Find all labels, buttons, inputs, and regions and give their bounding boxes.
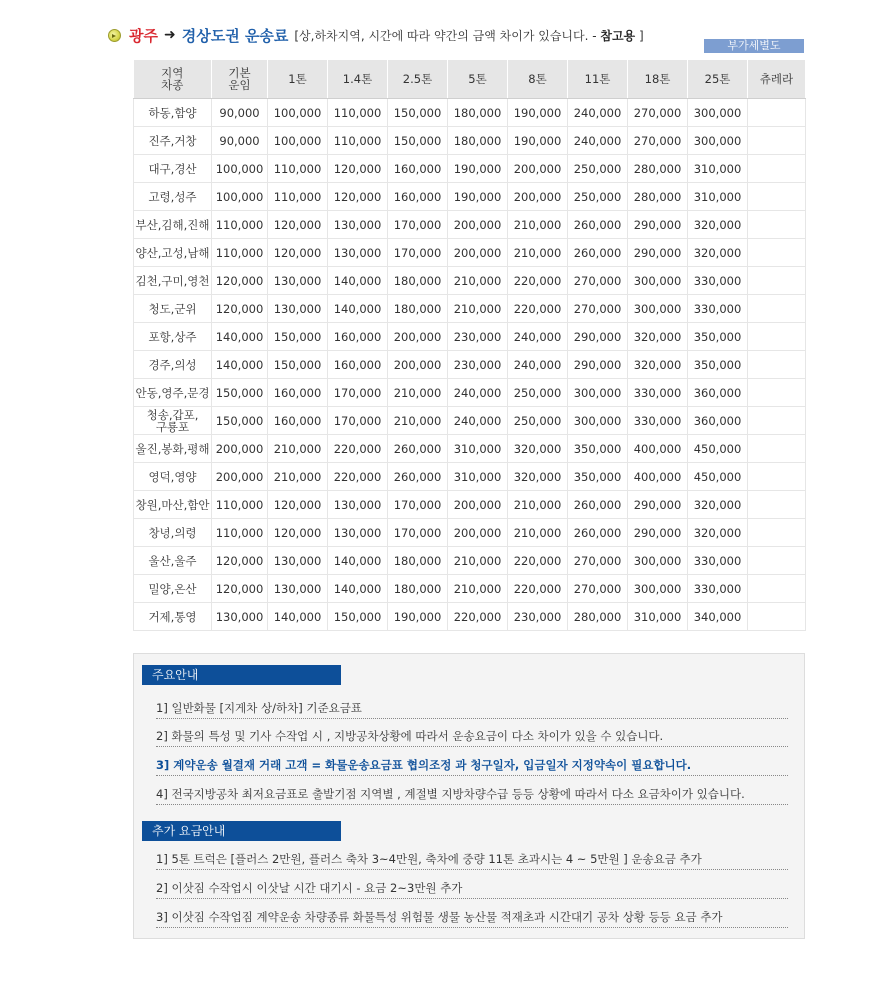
- main-info-item: 2] 화물의 특성 및 기사 수작업 시 , 지방공차상황에 따라서 운송요금이 다소 차이가 있을 수 있습니다.: [156, 726, 788, 747]
- fare-cell: 300,000: [688, 99, 748, 127]
- fare-cell: 130,000: [328, 239, 388, 267]
- fare-cell: 190,000: [508, 99, 568, 127]
- fare-cell: 330,000: [688, 295, 748, 323]
- table-row: [134, 435, 806, 463]
- fare-cell: 330,000: [688, 267, 748, 295]
- fare-cell: 210,000: [508, 519, 568, 547]
- fare-cell: 310,000: [628, 603, 688, 631]
- fare-cell: 210,000: [448, 547, 508, 575]
- fare-cell: 150,000: [268, 351, 328, 379]
- fare-cell: [748, 267, 806, 295]
- fare-cell: 280,000: [628, 183, 688, 211]
- fare-cell: 240,000: [508, 351, 568, 379]
- fare-cell: 300,000: [688, 127, 748, 155]
- fare-cell: 90,000: [212, 127, 268, 155]
- fare-cell: 170,000: [388, 491, 448, 519]
- fare-cell: 170,000: [388, 519, 448, 547]
- fare-cell: 300,000: [628, 547, 688, 575]
- fare-cell: 450,000: [688, 463, 748, 491]
- fare-cell: 200,000: [388, 323, 448, 351]
- fare-cell: 300,000: [628, 575, 688, 603]
- fare-cell: 280,000: [628, 155, 688, 183]
- fare-cell: 200,000: [212, 463, 268, 491]
- fare-cell: 140,000: [212, 323, 268, 351]
- fare-cell: 90,000: [212, 99, 268, 127]
- fare-table: [133, 60, 806, 631]
- fare-cell: 210,000: [448, 267, 508, 295]
- region-cell: 포항,상주: [134, 323, 212, 351]
- fare-cell: [748, 323, 806, 351]
- fare-cell: [748, 211, 806, 239]
- fare-cell: 150,000: [328, 603, 388, 631]
- fare-cell: 320,000: [688, 491, 748, 519]
- fare-cell: 240,000: [568, 99, 628, 127]
- header-region: 지역 차종: [134, 60, 212, 99]
- table-header-row: [134, 60, 806, 99]
- header-col: 8톤: [508, 60, 568, 99]
- fare-cell: 200,000: [212, 435, 268, 463]
- fare-cell: 250,000: [568, 155, 628, 183]
- table-row: [134, 491, 806, 519]
- fare-cell: 450,000: [688, 435, 748, 463]
- fare-cell: 170,000: [388, 239, 448, 267]
- fare-cell: 150,000: [212, 379, 268, 407]
- fare-cell: 250,000: [508, 407, 568, 435]
- fare-cell: 190,000: [508, 127, 568, 155]
- fare-cell: 310,000: [448, 435, 508, 463]
- fare-cell: 210,000: [508, 211, 568, 239]
- fare-cell: 120,000: [268, 211, 328, 239]
- fare-cell: 120,000: [212, 575, 268, 603]
- fare-cell: 290,000: [628, 491, 688, 519]
- region-cell: 고령,성주: [134, 183, 212, 211]
- arrow-right-icon: ➜: [163, 27, 176, 43]
- fare-cell: 160,000: [388, 155, 448, 183]
- fare-cell: 290,000: [628, 239, 688, 267]
- fare-cell: 140,000: [328, 575, 388, 603]
- fare-cell: 110,000: [328, 99, 388, 127]
- fare-cell: 130,000: [268, 295, 328, 323]
- fare-cell: 120,000: [212, 295, 268, 323]
- fare-cell: [748, 155, 806, 183]
- fare-cell: 120,000: [328, 155, 388, 183]
- fare-cell: 190,000: [448, 183, 508, 211]
- fare-cell: 220,000: [508, 575, 568, 603]
- fare-cell: 160,000: [328, 323, 388, 351]
- fare-cell: 140,000: [268, 603, 328, 631]
- fare-cell: 110,000: [268, 155, 328, 183]
- table-row: [134, 603, 806, 631]
- fare-cell: 320,000: [628, 323, 688, 351]
- bullet-icon: [108, 29, 121, 42]
- fare-cell: 150,000: [268, 323, 328, 351]
- fare-cell: 310,000: [688, 183, 748, 211]
- info-box: [133, 653, 805, 939]
- fare-cell: 200,000: [388, 351, 448, 379]
- table-row: [134, 575, 806, 603]
- fare-cell: 160,000: [268, 407, 328, 435]
- fare-cell: 110,000: [212, 211, 268, 239]
- header-col: 츄레라: [748, 60, 806, 99]
- fare-cell: 220,000: [508, 547, 568, 575]
- fare-cell: 300,000: [568, 407, 628, 435]
- main-info-item-highlight: 3] 계약운송 월결재 거래 고객 = 화물운송요금표 협의조정 과 청구일자, 입금일자 지정약속이 필요합니다.: [156, 755, 788, 776]
- fare-cell: [748, 491, 806, 519]
- header-col: 25톤: [688, 60, 748, 99]
- fare-cell: 250,000: [568, 183, 628, 211]
- fare-cell: 130,000: [328, 519, 388, 547]
- fare-cell: 320,000: [688, 211, 748, 239]
- fare-cell: [748, 519, 806, 547]
- fare-cell: 300,000: [628, 267, 688, 295]
- header-col: 11톤: [568, 60, 628, 99]
- fare-cell: 130,000: [212, 603, 268, 631]
- fare-cell: 220,000: [328, 463, 388, 491]
- fare-cell: 180,000: [388, 295, 448, 323]
- fare-cell: 270,000: [568, 267, 628, 295]
- table-row: [134, 463, 806, 491]
- region-cell: 안동,영주,문경: [134, 379, 212, 407]
- region-cell: 창원,마산,함안: [134, 491, 212, 519]
- fare-cell: [748, 435, 806, 463]
- extra-info-item: 2] 이삿짐 수작업시 이삿날 시간 대기시 - 요금 2~3만원 추가: [156, 878, 788, 899]
- region-cell: 양산,고성,남해: [134, 239, 212, 267]
- fare-cell: 100,000: [268, 127, 328, 155]
- fare-cell: [748, 603, 806, 631]
- region-cell: 하동,함양: [134, 99, 212, 127]
- fare-cell: [748, 239, 806, 267]
- fare-cell: [748, 99, 806, 127]
- fare-cell: [748, 379, 806, 407]
- fare-cell: 330,000: [688, 547, 748, 575]
- fare-cell: 230,000: [508, 603, 568, 631]
- destination-title: 경상도권 운송료: [181, 26, 289, 45]
- fare-cell: 240,000: [568, 127, 628, 155]
- fare-cell: 210,000: [268, 463, 328, 491]
- fare-cell: 110,000: [212, 491, 268, 519]
- fare-cell: 180,000: [388, 267, 448, 295]
- fare-cell: 140,000: [328, 267, 388, 295]
- region-cell: 진주,거창: [134, 127, 212, 155]
- fare-cell: 150,000: [388, 99, 448, 127]
- fare-cell: 320,000: [508, 435, 568, 463]
- main-info-title: 주요안내: [142, 665, 341, 685]
- fare-cell: 210,000: [448, 575, 508, 603]
- fare-cell: 100,000: [212, 183, 268, 211]
- fare-cell: 300,000: [568, 379, 628, 407]
- region-cell: 창녕,의령: [134, 519, 212, 547]
- fare-cell: [748, 575, 806, 603]
- fare-cell: 140,000: [328, 295, 388, 323]
- fare-cell: 270,000: [568, 575, 628, 603]
- table-row: [134, 99, 806, 127]
- fare-cell: 310,000: [688, 155, 748, 183]
- fare-cell: 110,000: [328, 127, 388, 155]
- header-col: 18톤: [628, 60, 688, 99]
- fare-cell: 220,000: [448, 603, 508, 631]
- fare-cell: 120,000: [268, 519, 328, 547]
- page-header: [108, 24, 644, 46]
- region-cell: 밀양,온산: [134, 575, 212, 603]
- fare-cell: 290,000: [628, 519, 688, 547]
- fare-cell: 230,000: [448, 323, 508, 351]
- fare-cell: 400,000: [628, 463, 688, 491]
- table-row: [134, 183, 806, 211]
- fare-cell: 210,000: [448, 295, 508, 323]
- fare-cell: 120,000: [268, 491, 328, 519]
- fare-cell: 130,000: [268, 267, 328, 295]
- table-row: [134, 379, 806, 407]
- fare-cell: 220,000: [508, 267, 568, 295]
- fare-cell: 290,000: [568, 351, 628, 379]
- fare-cell: 250,000: [508, 379, 568, 407]
- fare-cell: 320,000: [688, 519, 748, 547]
- region-cell: 김천,구미,영천: [134, 267, 212, 295]
- fare-cell: 210,000: [388, 407, 448, 435]
- header-base-fare: 기본 운임: [212, 60, 268, 99]
- fare-cell: [748, 547, 806, 575]
- fare-cell: [748, 183, 806, 211]
- fare-cell: 260,000: [568, 239, 628, 267]
- table-row: [134, 407, 806, 435]
- fare-cell: 400,000: [628, 435, 688, 463]
- fare-cell: 200,000: [508, 155, 568, 183]
- fare-cell: 110,000: [212, 519, 268, 547]
- fare-cell: 190,000: [448, 155, 508, 183]
- fare-cell: 120,000: [328, 183, 388, 211]
- region-cell: 영덕,영양: [134, 463, 212, 491]
- fare-cell: 270,000: [628, 127, 688, 155]
- fare-cell: 130,000: [328, 491, 388, 519]
- fare-cell: 140,000: [328, 547, 388, 575]
- fare-cell: 120,000: [212, 547, 268, 575]
- header-col: 1.4톤: [328, 60, 388, 99]
- fare-cell: 200,000: [448, 519, 508, 547]
- fare-cell: 160,000: [268, 379, 328, 407]
- fare-cell: 260,000: [568, 211, 628, 239]
- table-row: [134, 323, 806, 351]
- table-row: [134, 211, 806, 239]
- origin-label: 광주: [129, 26, 158, 45]
- region-cell: 울산,울주: [134, 547, 212, 575]
- fare-cell: 200,000: [448, 239, 508, 267]
- fare-cell: 170,000: [328, 379, 388, 407]
- fare-cell: 300,000: [628, 295, 688, 323]
- table-row: [134, 351, 806, 379]
- fare-cell: 240,000: [448, 407, 508, 435]
- fare-cell: 160,000: [328, 351, 388, 379]
- fare-cell: 330,000: [628, 407, 688, 435]
- table-row: [134, 519, 806, 547]
- fare-cell: 260,000: [388, 435, 448, 463]
- fare-cell: 170,000: [328, 407, 388, 435]
- table-row: [134, 127, 806, 155]
- fare-cell: 200,000: [448, 211, 508, 239]
- fare-cell: 180,000: [448, 99, 508, 127]
- fare-cell: 200,000: [448, 491, 508, 519]
- fare-cell: 150,000: [388, 127, 448, 155]
- fare-cell: 360,000: [688, 407, 748, 435]
- fare-cell: 110,000: [268, 183, 328, 211]
- fare-cell: 230,000: [448, 351, 508, 379]
- fare-cell: [748, 295, 806, 323]
- fare-cell: 210,000: [268, 435, 328, 463]
- region-cell: 거제,통영: [134, 603, 212, 631]
- region-cell: 경주,의성: [134, 351, 212, 379]
- fare-cell: 290,000: [628, 211, 688, 239]
- fare-cell: 290,000: [568, 323, 628, 351]
- fare-cell: 190,000: [388, 603, 448, 631]
- header-col: 1톤: [268, 60, 328, 99]
- table-row: [134, 267, 806, 295]
- fare-cell: 130,000: [328, 211, 388, 239]
- fare-cell: 210,000: [388, 379, 448, 407]
- fare-cell: 120,000: [212, 267, 268, 295]
- table-row: [134, 547, 806, 575]
- fare-cell: 210,000: [508, 239, 568, 267]
- fare-cell: 260,000: [568, 519, 628, 547]
- fare-cell: 140,000: [212, 351, 268, 379]
- fare-cell: 270,000: [628, 99, 688, 127]
- fare-cell: [748, 351, 806, 379]
- fare-cell: 160,000: [388, 183, 448, 211]
- fare-cell: 100,000: [268, 99, 328, 127]
- region-cell: 부산,김해,진해: [134, 211, 212, 239]
- fare-cell: 270,000: [568, 295, 628, 323]
- extra-info-item: 3] 이삿짐 수작업짐 계약운송 차량종류 화물특성 위험물 생물 농산물 적재초과 시간대기 공차 상황 등등 요금 추가: [156, 907, 788, 928]
- fare-cell: 180,000: [388, 547, 448, 575]
- region-cell: 대구,경산: [134, 155, 212, 183]
- extra-info-title: 추가 요금안내: [142, 821, 341, 841]
- main-info-item: 1] 일반화물 [지게차 상/하차] 기준요금표: [156, 698, 788, 719]
- fare-cell: 360,000: [688, 379, 748, 407]
- fare-cell: 350,000: [568, 435, 628, 463]
- fare-cell: [748, 127, 806, 155]
- table-row: [134, 155, 806, 183]
- fare-cell: 120,000: [268, 239, 328, 267]
- fare-cell: 170,000: [388, 211, 448, 239]
- fare-cell: 130,000: [268, 547, 328, 575]
- table-row: [134, 239, 806, 267]
- fare-cell: 180,000: [388, 575, 448, 603]
- fare-cell: 350,000: [568, 463, 628, 491]
- fare-cell: 260,000: [388, 463, 448, 491]
- extra-info-item: 1] 5톤 트럭은 [플러스 2만원, 플러스 축차 3~4만원, 축차에 중량 11톤 초과시는 4 ~ 5만원 ] 운송요금 추가: [156, 849, 788, 870]
- region-cell: 청도,군위: [134, 295, 212, 323]
- region-cell: 울진,봉화,평해: [134, 435, 212, 463]
- fare-cell: 320,000: [688, 239, 748, 267]
- fare-cell: 110,000: [212, 239, 268, 267]
- fare-cell: 350,000: [688, 351, 748, 379]
- fare-cell: 220,000: [508, 295, 568, 323]
- vat-excluded-badge: 부가세별도: [704, 39, 804, 53]
- fare-cell: 310,000: [448, 463, 508, 491]
- fare-cell: 210,000: [508, 491, 568, 519]
- fare-cell: 100,000: [212, 155, 268, 183]
- fare-cell: [748, 463, 806, 491]
- fare-cell: 320,000: [508, 463, 568, 491]
- header-note: [상,하차지역, 시간에 따라 약간의 금액 차이가 있습니다. - 참고용 ]: [294, 28, 644, 43]
- fare-cell: 340,000: [688, 603, 748, 631]
- fare-cell: 280,000: [568, 603, 628, 631]
- fare-cell: 200,000: [508, 183, 568, 211]
- fare-cell: 130,000: [268, 575, 328, 603]
- reference-label: 참고용: [600, 28, 636, 43]
- fare-cell: [748, 407, 806, 435]
- fare-cell: 240,000: [508, 323, 568, 351]
- table-row: [134, 295, 806, 323]
- fare-cell: 330,000: [628, 379, 688, 407]
- header-col: 2.5톤: [388, 60, 448, 99]
- header-col: 5톤: [448, 60, 508, 99]
- fare-cell: 320,000: [628, 351, 688, 379]
- fare-cell: 350,000: [688, 323, 748, 351]
- fare-cell: 240,000: [448, 379, 508, 407]
- fare-cell: 220,000: [328, 435, 388, 463]
- region-cell: 청송,갑포,구룡포: [134, 407, 212, 435]
- fare-cell: 330,000: [688, 575, 748, 603]
- fare-cell: 270,000: [568, 547, 628, 575]
- fare-cell: 150,000: [212, 407, 268, 435]
- fare-cell: 180,000: [448, 127, 508, 155]
- main-info-item: 4] 전국지방공차 최저요금표로 출발기점 지역별 , 계절별 지방차량수급 등등 상황에 따라서 다소 요금차이가 있습니다.: [156, 784, 788, 805]
- fare-cell: 260,000: [568, 491, 628, 519]
